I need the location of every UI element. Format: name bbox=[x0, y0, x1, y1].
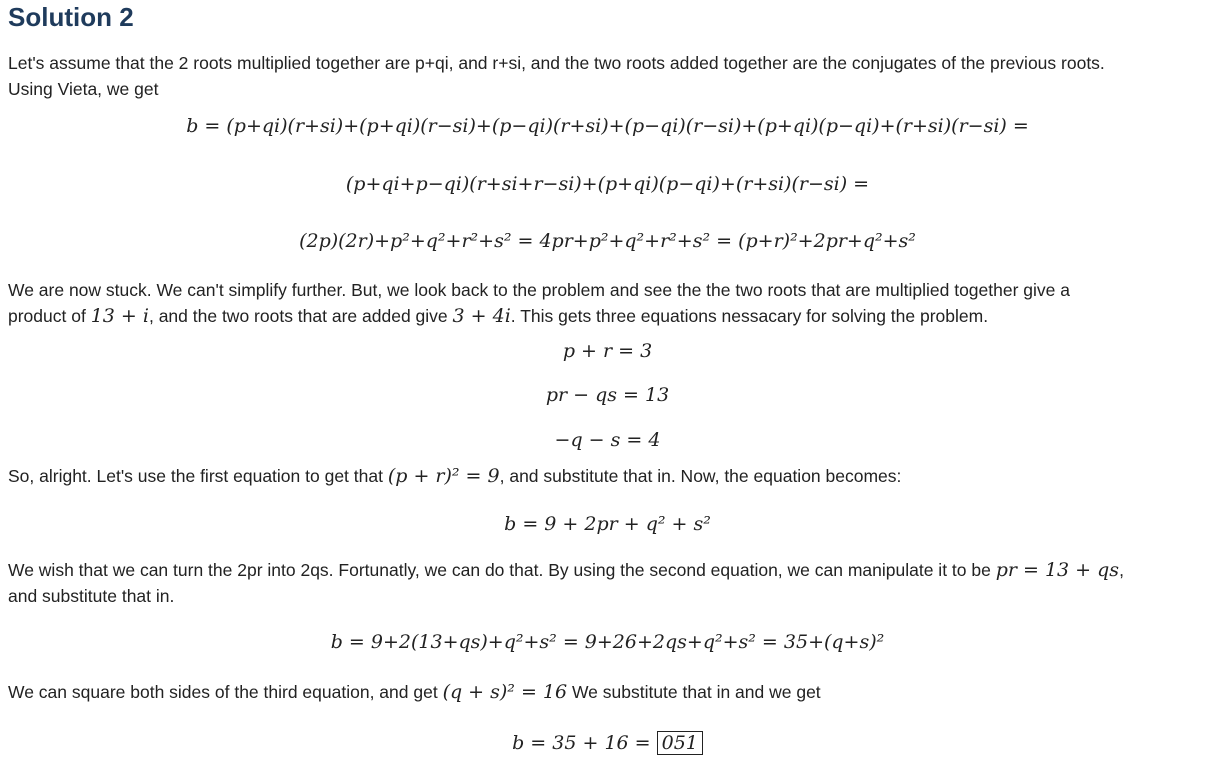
stuck-line-2a: product of bbox=[8, 306, 91, 326]
intro-line-1: Let's assume that the 2 roots multiplied together are p+qi, and r+si, and the two roots added together are the conjugates of the previous roots. bbox=[8, 53, 1105, 73]
manipulation-line-2: and substitute that in. bbox=[8, 586, 175, 606]
final-equation bbox=[0, 729, 1215, 757]
substitution-text-a: So, alright. Let's use the first equation to get that bbox=[8, 466, 388, 486]
stuck-line-2c: . This gets three equations nessacary for solving the problem. bbox=[510, 306, 989, 326]
square-paragraph bbox=[8, 679, 1203, 705]
equation-after-substitution: b = 9 + 2pr + q² + s² bbox=[504, 513, 711, 535]
product-math: 13 + i bbox=[90, 305, 149, 327]
manipulation-text-b: , bbox=[1119, 560, 1124, 580]
solution-heading: Solution 2 bbox=[8, 2, 134, 32]
final-answer-box: 051 bbox=[657, 731, 703, 755]
intro-paragraph bbox=[8, 50, 1203, 102]
manipulation-text-a: We wish that we can turn the 2pr into 2qs. Fortunatly, we can do that. By using the second equation, we can manipulate it to be bbox=[8, 560, 996, 580]
equation-expanded-b: b = 9+2(13+qs)+q²+s² = 9+26+2qs+q²+s² = 35+(q+s)² bbox=[330, 631, 885, 653]
substitution-paragraph bbox=[8, 463, 1203, 489]
stuck-line-1: We are now stuck. We can't simplify further. But, we look back to the problem and see the the two roots that are multiplied together give a bbox=[8, 280, 1070, 300]
system-equation-3: −q − s = 4 bbox=[554, 429, 661, 451]
system-equation-1: p + r = 3 bbox=[562, 340, 653, 362]
intro-line-2: Using Vieta, we get bbox=[8, 79, 159, 99]
substitution-text-b: , and substitute that in. Now, the equation becomes: bbox=[499, 466, 902, 486]
manipulation-math: pr = 13 + qs bbox=[995, 559, 1120, 581]
stuck-line-2b: , and the two roots that are added give bbox=[148, 306, 453, 326]
sum-math: 3 + 4i bbox=[452, 305, 511, 327]
substitution-math: (p + r)² = 9 bbox=[387, 465, 500, 487]
square-math: (q + s)² = 16 bbox=[442, 681, 568, 703]
square-text-b: We substitute that in and we get bbox=[567, 682, 821, 702]
system-equation-2: pr − qs = 13 bbox=[545, 384, 670, 406]
manipulation-paragraph bbox=[8, 557, 1203, 609]
equation-expansion: b = (p+qi)(r+si)+(p+qi)(r−si)+(p−qi)(r+si)+(p−qi)(r−si)+(p+qi)(p−qi)+(r+si)(r−si) = bbox=[186, 115, 1029, 137]
equation-grouped: (p+qi+p−qi)(r+si+r−si)+(p+qi)(p−qi)+(r+si)(r−si) = bbox=[345, 173, 870, 195]
stuck-paragraph bbox=[8, 277, 1203, 329]
final-equation-prefix: b = 35 + 16 = bbox=[512, 732, 657, 754]
square-text-a: We can square both sides of the third equation, and get bbox=[8, 682, 443, 702]
equation-simplified: (2p)(2r)+p²+q²+r²+s² = 4pr+p²+q²+r²+s² = (p+r)²+2pr+q²+s² bbox=[299, 230, 916, 252]
